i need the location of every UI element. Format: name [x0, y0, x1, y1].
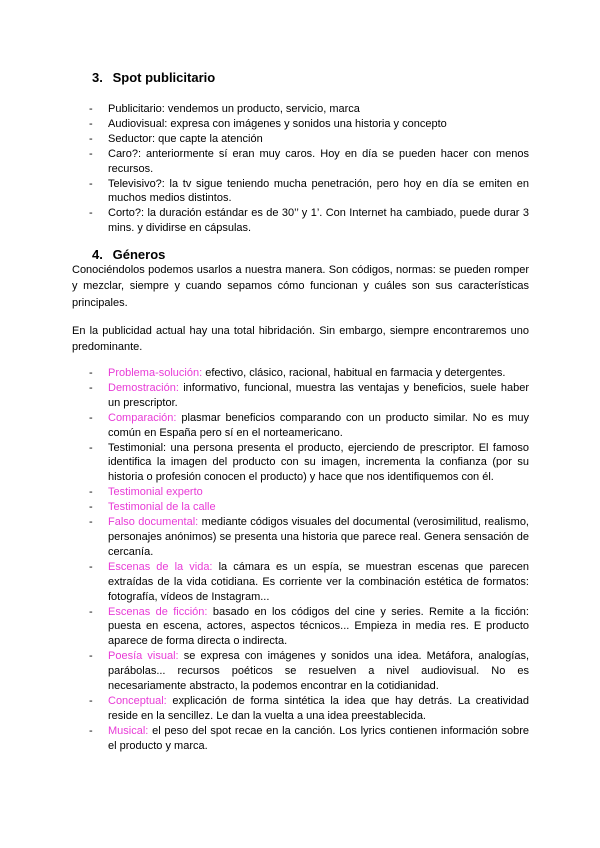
list-item-text: Seductor: que capte la atención — [108, 132, 263, 145]
list-item — [89, 649, 529, 694]
genre-term: Testimonial experto — [108, 486, 203, 499]
genre-term: Problema-solución: — [108, 367, 203, 379]
list-item-text: Corto?: la duración estándar es de 30’’ y 1’. Con Internet ha cambiado, puede durar 3 mins. y dividirse en cápsulas. — [108, 207, 529, 235]
genre-term: Falso documental: — [108, 516, 199, 529]
genre-description: una persona presenta el producto, ejerciendo de prescriptor. El famoso identifica la imagen del producto con su imagen, incrementa la confianza (por su historia o profesión conocen el producto) y hace que nos identifiquemos con él. — [108, 441, 529, 484]
section-3-heading — [92, 70, 215, 86]
list-item — [89, 177, 529, 207]
list-item — [89, 441, 529, 486]
genre-description: plasmar beneficios comparando con un producto similar. No es muy común en España pero sí en el norteamericano. — [108, 411, 529, 439]
genre-description: el peso del spot recae en la canción. Los lyrics contienen información sobre el producto y marca. — [108, 724, 529, 752]
section-3-title: Spot publicitario — [112, 70, 216, 85]
list-item — [89, 411, 529, 441]
section-4-paragraph-2: En la publicidad actual hay una total hibridación. Sin embargo, siempre encontraremos uno predominante. — [72, 325, 529, 354]
list-item — [89, 381, 529, 411]
genre-term: Testimonial de la calle — [108, 501, 216, 514]
genre-term: Demostración: — [108, 381, 179, 394]
list-item-text: Publicitario: vendemos un producto, servicio, marca — [108, 103, 360, 115]
genre-term: Conceptual: — [108, 694, 167, 707]
list-item — [89, 694, 529, 724]
list-item-text: Audiovisual: expresa con imágenes y sonidos una historia y concepto — [108, 117, 447, 130]
genre-description: explicación de forma sintética la idea que hay detrás. La creatividad reside en la sencillez. Le dan la vuelta a una idea preestablecida. — [108, 694, 529, 722]
genre-term: Escenas de la vida: — [108, 560, 213, 573]
list-item-text: Televisivo?: la tv sigue teniendo mucha penetración, pero hoy en día se emiten en muchos medios distintos. — [108, 177, 529, 205]
genre-term: Poesía visual: — [108, 650, 179, 663]
genre-description: efectivo, clásico, racional, habitual en farmacia y detergentes. — [202, 367, 506, 379]
list-item — [89, 605, 529, 650]
genre-term: Escenas de ficción: — [108, 605, 208, 618]
genre-term: Comparación: — [108, 411, 177, 424]
section-4-genre-list — [89, 366, 529, 754]
genre-description: mediante códigos visuales del documental (verosimilitud, realismo, personajes anónimos) se presenta una historia que parece real. Genera sensación de cercanía. — [108, 516, 529, 558]
list-item — [89, 724, 529, 754]
genre-description: se expresa con imágenes y sonidos una idea. Metáfora, analogías, parábolas... recursos poéticos se resuelven a nivel audiovisual. No es necesariamente abstracto, la podemos encontrar en la cotidianidad. — [108, 650, 530, 693]
section-4-heading — [92, 247, 165, 263]
section-4-number: 4. — [92, 247, 103, 262]
section-4-title: Géneros — [112, 247, 166, 262]
list-item — [89, 117, 529, 132]
list-item — [89, 560, 529, 605]
genre-description: basado en los códigos del cine y series. Remite a la ficción: puesta en escena, actores, aspectos técnicos... Empieza in media res. E producto aparece de forma directa o indirecta. — [108, 605, 529, 648]
section-3-list — [89, 102, 529, 236]
genre-description: informativo, funcional, muestra las ventajas y beneficios, suele haber un prescriptor. — [108, 381, 529, 409]
section-3-number: 3. — [92, 70, 103, 85]
list-item — [89, 132, 529, 147]
list-item — [89, 500, 529, 515]
list-item — [89, 102, 529, 117]
list-item — [89, 515, 529, 560]
list-item — [89, 147, 529, 177]
genre-term: Musical: — [108, 724, 149, 737]
list-item-text: Caro?: anteriormente sí eran muy caros. Hoy en día se pueden hacer con menos recursos. — [108, 147, 529, 175]
list-item — [89, 485, 529, 500]
section-4-paragraph-1: Conociéndolos podemos usarlos a nuestra manera. Son códigos, normas: se pueden romper y mezclar, siempre y cuando sepamos cómo funcionan y cuáles son sus características principales. — [72, 264, 529, 309]
list-item — [89, 206, 529, 236]
genre-description: la cámara es un espía, se muestran escenas que parecen extraídas de la vida cotidiana. Es corriente ver la combinación estética de formatos: fotografía, vídeos de Instagram... — [108, 560, 530, 603]
genre-term: Testimonial: — [108, 441, 167, 454]
list-item — [89, 366, 529, 381]
